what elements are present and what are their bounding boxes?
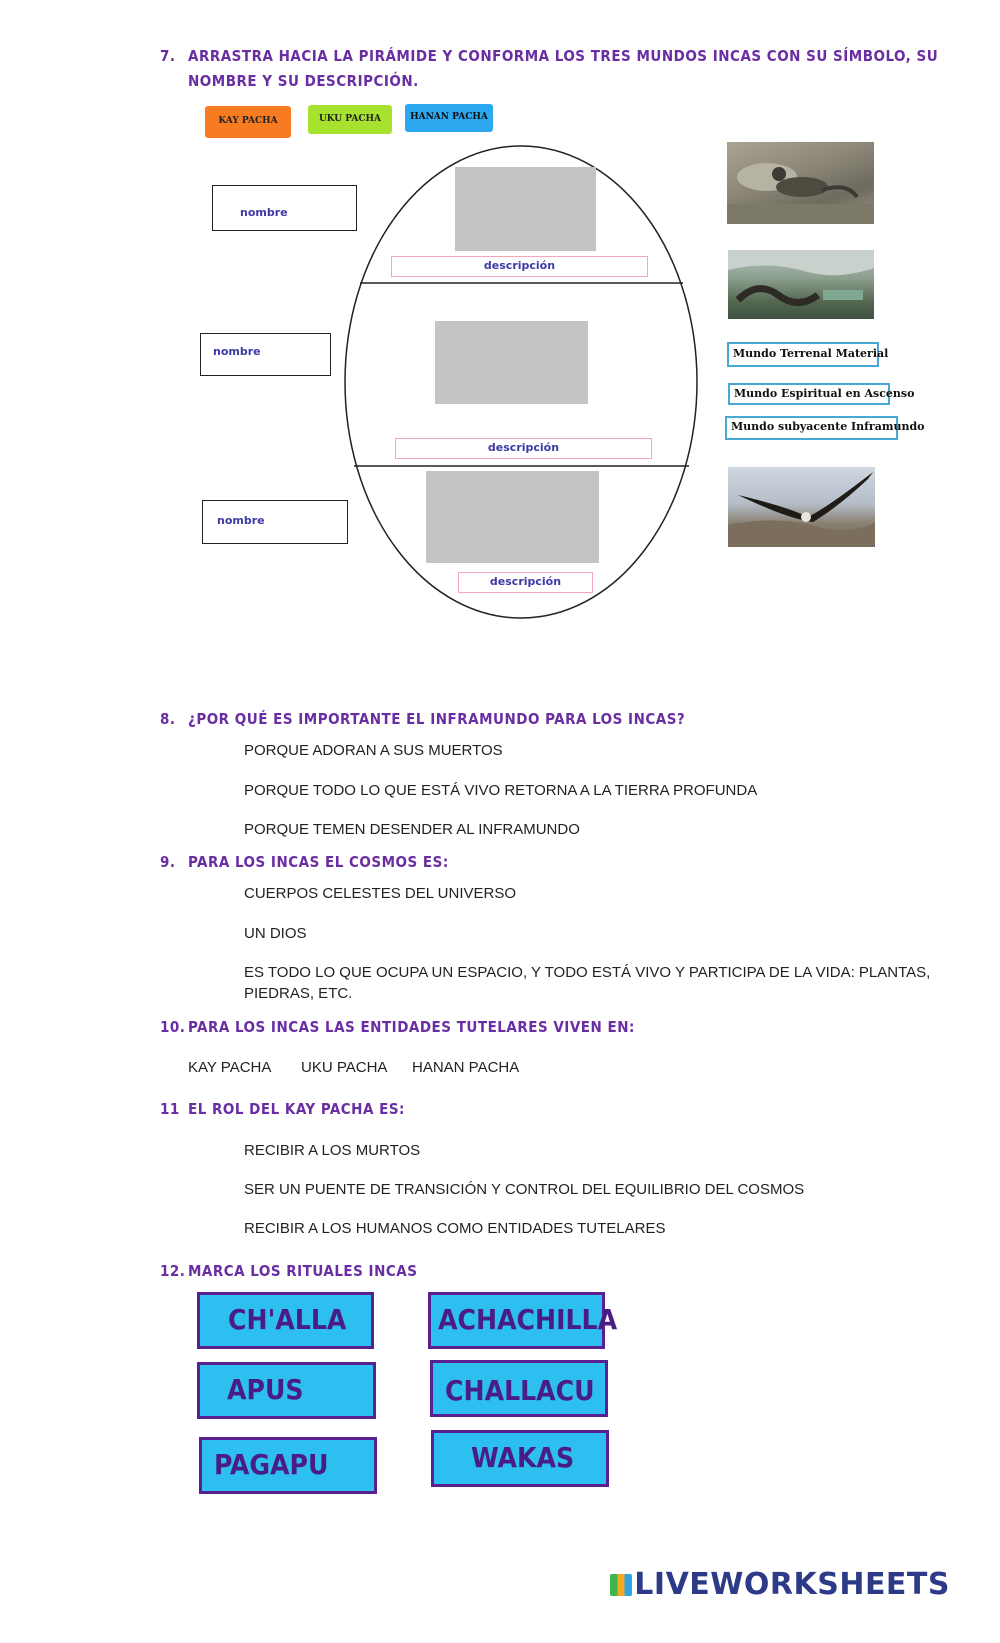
description-dropzone-middle[interactable]: descripción xyxy=(395,438,652,459)
q9-option-2[interactable]: UN DIOS xyxy=(244,925,307,942)
question-8-number: 8. xyxy=(160,710,176,728)
chip-uku-pacha[interactable]: UKU PACHA xyxy=(308,105,392,134)
question-11-number: 11 xyxy=(160,1100,180,1118)
name-dropzone-top[interactable] xyxy=(212,185,357,231)
ritual-label: APUS xyxy=(227,1373,304,1406)
footer-brand-text: LIVEWORKSHEETS xyxy=(634,1567,950,1602)
name-dropzone-bottom[interactable] xyxy=(202,500,348,544)
description-dropzone-bottom[interactable]: descripción xyxy=(458,572,593,593)
name-placeholder: nombre xyxy=(217,514,265,527)
ritual-label: ACHACHILLA xyxy=(438,1303,618,1336)
ritual-label: WAKAS xyxy=(471,1441,575,1474)
ritual-pagapu[interactable] xyxy=(199,1437,377,1494)
ritual-label: CHALLACU xyxy=(445,1374,595,1407)
ritual-achachilla[interactable] xyxy=(428,1292,618,1349)
q9-option-3[interactable]: ES TODO LO QUE OCUPA UN ESPACIO, Y TODO ESTÁ VIVO Y PARTICIPA DE LA VIDA: PLANTAS, xyxy=(244,964,931,981)
puma-image[interactable] xyxy=(727,142,874,224)
ritual-label: PAGAPU xyxy=(214,1448,329,1481)
name-dropzone-middle[interactable] xyxy=(200,333,331,376)
question-9-number: 9. xyxy=(160,853,176,871)
label-mundo-terrenal-material[interactable]: Mundo Terrenal Material xyxy=(727,342,879,367)
serpent-icon xyxy=(728,250,874,319)
question-11-text: EL ROL DEL KAY PACHA ES: xyxy=(188,1100,405,1118)
ritual-apus[interactable] xyxy=(197,1362,376,1419)
q8-option-1[interactable]: PORQUE ADORAN A SUS MUERTOS xyxy=(244,742,503,759)
question-12-number: 12. xyxy=(160,1262,186,1280)
q9-option-1[interactable]: CUERPOS CELESTES DEL UNIVERSO xyxy=(244,885,517,902)
ritual-wakas[interactable] xyxy=(431,1430,609,1487)
ritual-challa[interactable] xyxy=(197,1292,374,1349)
serpent-image[interactable] xyxy=(728,250,874,319)
question-10-number: 10. xyxy=(160,1018,186,1036)
q10-option-uku-pacha[interactable]: UKU PACHA xyxy=(301,1059,388,1076)
q8-option-2[interactable]: PORQUE TODO LO QUE ESTÁ VIVO RETORNA A LA TIERRA PROFUNDA xyxy=(244,782,758,799)
ritual-challacu[interactable] xyxy=(430,1360,608,1417)
condor-icon xyxy=(728,467,875,547)
ritual-label: CH'ALLA xyxy=(228,1303,347,1336)
label-mundo-subyacente-inframundo[interactable]: Mundo subyacente Inframundo xyxy=(725,416,898,440)
symbol-dropzone-bottom[interactable] xyxy=(426,471,599,563)
question-12-text: MARCA LOS RITUALES INCAS xyxy=(188,1262,418,1280)
q9-option-3-continued[interactable]: PIEDRAS, ETC. xyxy=(244,985,353,1002)
symbol-dropzone-middle[interactable] xyxy=(435,321,588,404)
logo-icon xyxy=(610,1574,632,1596)
name-placeholder: nombre xyxy=(213,345,261,358)
q11-option-1[interactable]: RECIBIR A LOS MURTOS xyxy=(244,1142,421,1159)
chip-hanan-pacha[interactable]: HANAN PACHA xyxy=(405,104,493,132)
question-8-text: ¿POR QUÉ ES IMPORTANTE EL INFRAMUNDO PARA LOS INCAS? xyxy=(188,710,686,728)
q11-option-2[interactable]: SER UN PUENTE DE TRANSICIÓN Y CONTROL DEL EQUILIBRIO DEL COSMOS xyxy=(244,1181,805,1198)
symbol-dropzone-top[interactable] xyxy=(455,167,596,251)
name-placeholder: nombre xyxy=(240,206,288,219)
question-7-text-line2: NOMBRE Y SU DESCRIPCIÓN. xyxy=(188,72,419,90)
question-9-text: PARA LOS INCAS EL COSMOS ES: xyxy=(188,853,449,871)
question-7-text-line1: ARRASTRA HACIA LA PIRÁMIDE Y CONFORMA LOS TRES MUNDOS INCAS CON SU SÍMBOLO, SU xyxy=(188,47,939,65)
q11-option-3[interactable]: RECIBIR A LOS HUMANOS COMO ENTIDADES TUTELARES xyxy=(244,1220,666,1237)
question-7-number: 7. xyxy=(160,47,176,65)
puma-icon xyxy=(727,142,874,224)
liveworksheets-logo xyxy=(610,1567,950,1602)
condor-image[interactable] xyxy=(728,467,875,547)
q8-option-3[interactable]: PORQUE TEMEN DESENDER AL INFRAMUNDO xyxy=(244,821,580,838)
chip-kay-pacha[interactable]: KAY PACHA xyxy=(205,106,291,138)
question-10-text: PARA LOS INCAS LAS ENTIDADES TUTELARES VIVEN EN: xyxy=(188,1018,635,1036)
label-mundo-espiritual-ascenso[interactable]: Mundo Espiritual en Ascenso xyxy=(728,383,890,405)
q10-option-hanan-pacha[interactable]: HANAN PACHA xyxy=(412,1059,520,1076)
description-dropzone-top[interactable]: descripción xyxy=(391,256,648,277)
q10-option-kay-pacha[interactable]: KAY PACHA xyxy=(188,1059,272,1076)
